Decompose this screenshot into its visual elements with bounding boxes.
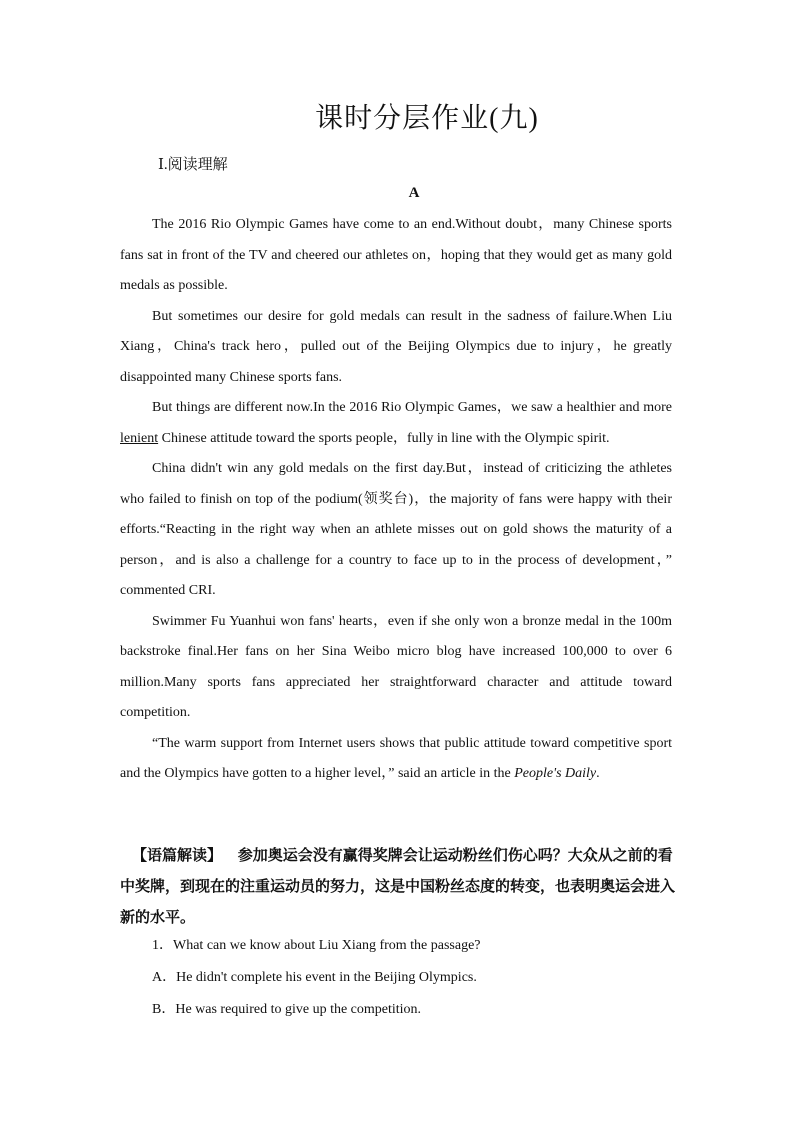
- section-heading: Ⅰ.阅读理解: [158, 157, 228, 173]
- passage-label: A: [408, 185, 420, 201]
- paragraph-6: [120, 729, 672, 790]
- question-list: [152, 930, 672, 1026]
- underlined-word: lenient: [120, 430, 159, 446]
- page-title: 课时分层作业(九): [315, 103, 539, 134]
- paragraph-5: Swimmer Fu Yuanhui won fans' hearts，even if she only won a bronze medal in the 100m backstroke final.Her fans on her Sina Weibo micro blog have increased 100,000 to over 6 million.Many sports fans appreciated her straightforward character and attitude toward competition.: [120, 613, 672, 720]
- option-b: B．He was required to give up the competition.: [152, 1002, 422, 1017]
- summary-text: 参加奥运会没有赢得奖牌会让运动粉丝们伤心吗？大众从之前的看中奖牌，到现在的注重运动员的努力，这是中国粉丝态度的转变，也表明奥运会进入新的水平。: [120, 846, 676, 926]
- reading-passage: [120, 210, 672, 790]
- publication-name: People's Daily: [514, 766, 597, 781]
- summary-label: 【语篇解读】: [132, 846, 223, 864]
- paragraph-3-after: Chinese attitude toward the sports people，fully in line with the Olympic spirit.: [158, 430, 610, 446]
- paragraph-6-after: .: [596, 766, 600, 781]
- paragraph-3: [120, 393, 672, 454]
- paragraph-3-before: But things are different now.In the 2016 Rio Olympic Games，we saw a healthier and more: [152, 400, 672, 415]
- paragraph-2: But sometimes our desire for gold medals can result in the sadness of failure.When Liu Xiang，China's track hero，pulled out of the Beijing Olympics due to injury，he greatly disappointed many Chinese sports fans.: [120, 308, 672, 385]
- paragraph-6-before: “The warm support from Internet users shows that public attitude toward competitive sport and the Olympics have gotten to a higher level，” said an article in the: [120, 735, 672, 781]
- paragraph-4: China didn't win any gold medals on the first day.But，instead of criticizing the athletes who failed to finish on top of the podium(领奖台)，the majority of fans were happy with their efforts.“Reacting in the right way when an athlete misses out on gold shows the maturity of a person，and is also a challenge for a country to face up to in the process of development，” commented CRI.: [120, 461, 672, 598]
- question-stem: 1．What can we know about Liu Xiang from the passage?: [152, 938, 481, 953]
- paragraph-1: The 2016 Rio Olympic Games have come to an end.Without doubt，many Chinese sports fans sat in front of the TV and cheered our athletes on，hoping that they would get as many gold medals as possible.: [120, 217, 672, 293]
- passage-summary: [120, 840, 676, 933]
- option-a: A．He didn't complete his event in the Beijing Olympics.: [152, 970, 477, 985]
